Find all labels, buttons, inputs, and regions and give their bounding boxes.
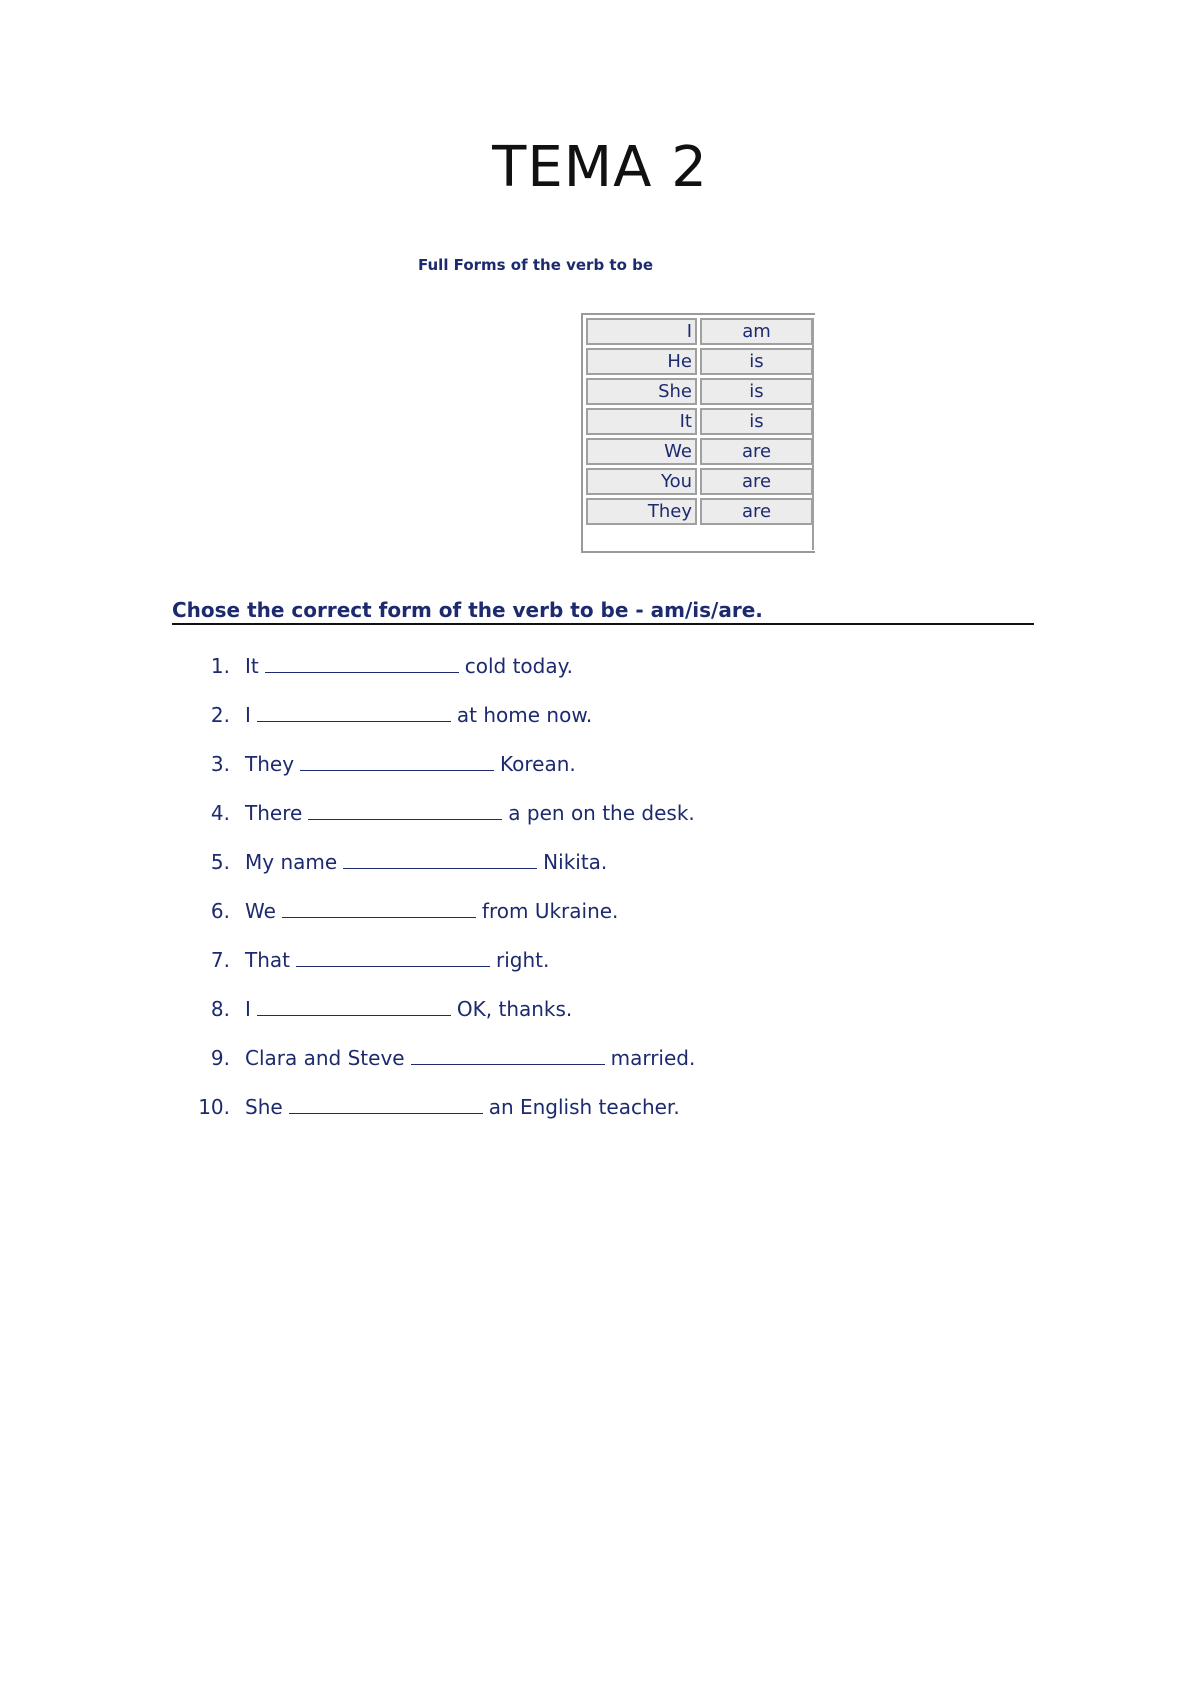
- sentence-start: It: [245, 654, 259, 678]
- exercise-sentence: [245, 848, 607, 876]
- pronoun-cell: They: [586, 498, 697, 525]
- answer-blank[interactable]: [343, 850, 537, 869]
- exercise-number: 2.: [210, 703, 230, 727]
- answer-blank[interactable]: [257, 703, 451, 722]
- sentence-start: That: [245, 948, 290, 972]
- exercise-number: 3.: [210, 752, 230, 776]
- answer-blank[interactable]: [257, 997, 451, 1016]
- verb-table: [583, 315, 816, 528]
- sentence-end: at home now.: [456, 703, 593, 727]
- exercise-sentence: [245, 995, 572, 1023]
- sentence-start: She: [245, 1095, 283, 1119]
- sentence-end: right.: [496, 948, 550, 972]
- answer-blank[interactable]: [411, 1046, 605, 1065]
- verb-table-row: [586, 468, 813, 495]
- exercise-sentence: [245, 1044, 695, 1072]
- sentence-end: cold today.: [464, 654, 573, 678]
- exercise-number: 4.: [210, 801, 230, 825]
- verb-table-row: [586, 438, 813, 465]
- sentence-start: My name: [245, 850, 338, 874]
- page-title: TEMA 2: [492, 135, 708, 200]
- verb-table-row: [586, 408, 813, 435]
- verb-table-row: [586, 318, 813, 345]
- exercise-number: 6.: [210, 899, 230, 923]
- exercise-number: 8.: [210, 997, 230, 1021]
- pronoun-cell: He: [586, 348, 697, 375]
- sentence-end: from Ukraine.: [481, 899, 619, 923]
- pronoun-cell: You: [586, 468, 697, 495]
- sentence-end: a pen on the desk.: [508, 801, 695, 825]
- exercise-sentence: [245, 897, 618, 925]
- sentence-start: They: [245, 752, 295, 776]
- verb-cell: are: [700, 468, 813, 495]
- pronoun-cell: It: [586, 408, 697, 435]
- table-edge-divider: [812, 318, 817, 550]
- exercise-number: 10.: [198, 1095, 230, 1119]
- verb-cell: are: [700, 438, 813, 465]
- answer-blank[interactable]: [308, 801, 502, 820]
- answer-blank[interactable]: [282, 899, 476, 918]
- subtitle: Full Forms of the verb to be: [418, 256, 654, 274]
- exercise-sentence: [245, 946, 549, 974]
- verb-cell: are: [700, 498, 813, 525]
- pronoun-cell: I: [586, 318, 697, 345]
- sentence-end: Korean.: [500, 752, 576, 776]
- sentence-start: I: [245, 997, 251, 1021]
- exercise-number: 9.: [210, 1046, 230, 1070]
- exercise-number: 1.: [210, 654, 230, 678]
- verb-cell: am: [700, 318, 813, 345]
- verb-cell: is: [700, 378, 813, 405]
- sentence-end: OK, thanks.: [456, 997, 573, 1021]
- sentence-end: an English teacher.: [488, 1095, 680, 1119]
- sentence-start: We: [245, 899, 276, 923]
- answer-blank[interactable]: [296, 948, 490, 967]
- sentence-start: There: [245, 801, 303, 825]
- exercise-sentence: [245, 652, 573, 680]
- exercise-sentence: [245, 1093, 680, 1121]
- verb-cell: is: [700, 348, 813, 375]
- sentence-start: I: [245, 703, 251, 727]
- exercise-sentence: [245, 750, 576, 778]
- verb-table-row: [586, 498, 813, 525]
- answer-blank[interactable]: [265, 654, 459, 673]
- verb-table-row: [586, 348, 813, 375]
- verb-table-frame: [581, 313, 815, 553]
- pronoun-cell: We: [586, 438, 697, 465]
- exercise-sentence: [245, 799, 695, 827]
- pronoun-cell: She: [586, 378, 697, 405]
- sentence-start: Clara and Steve: [245, 1046, 405, 1070]
- exercise-instruction: Chose the correct form of the verb to be - am/is/are.: [172, 598, 1034, 625]
- exercise-sentence: [245, 701, 592, 729]
- verb-table-row: [586, 378, 813, 405]
- sentence-end: married.: [610, 1046, 696, 1070]
- answer-blank[interactable]: [300, 752, 494, 771]
- verb-cell: is: [700, 408, 813, 435]
- exercise-number: 7.: [210, 948, 230, 972]
- exercise-number: 5.: [210, 850, 230, 874]
- answer-blank[interactable]: [289, 1095, 483, 1114]
- sentence-end: Nikita.: [543, 850, 608, 874]
